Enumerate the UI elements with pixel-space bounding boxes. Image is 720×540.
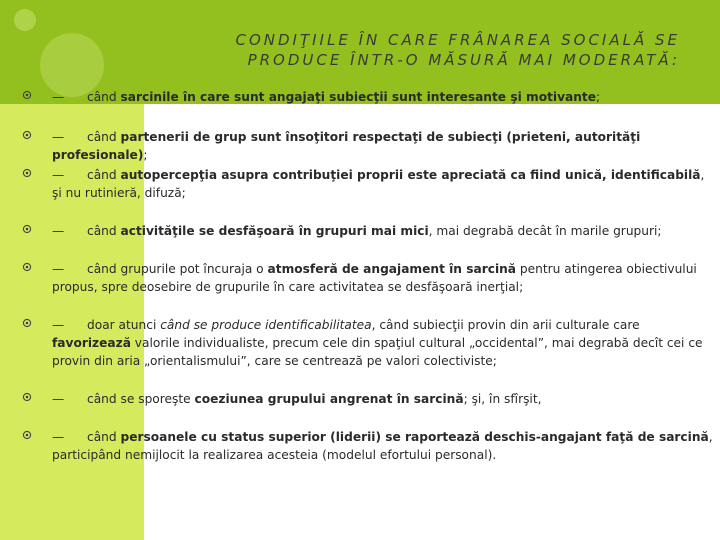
item-text-pre: când grupurile pot încuraja o xyxy=(87,262,268,276)
list-item xyxy=(0,316,720,370)
slide-title-line-2: PRODUCE ÎNTR-O MĂSURĂ MAI MODERATĂ: xyxy=(247,51,680,69)
item-text-pre: când xyxy=(87,90,121,104)
list-item xyxy=(0,222,720,240)
item-text-post: , mai degrabă decât în marile grupuri; xyxy=(428,224,662,238)
list-item xyxy=(0,128,720,164)
list-item xyxy=(0,260,720,296)
circle-bullet-icon xyxy=(22,168,32,178)
dash: — xyxy=(52,318,65,332)
circle-bullet-icon xyxy=(22,318,32,328)
item-text-bold: autopercepţia asupra contribuţiei proprii este apreciată ca fiind unică, identificabilă xyxy=(120,168,701,182)
dash: — xyxy=(52,130,65,144)
circle-bullet-icon xyxy=(22,430,32,440)
item-text-pre-bold: doar atunci xyxy=(87,318,161,332)
item-text-bold: atmosferă de angajament în sarcină xyxy=(267,262,517,276)
item-text-pre: când xyxy=(87,430,121,444)
slide-title-line-1: CONDIŢIILE ÎN CARE FRÂNAREA SOCIALĂ SE xyxy=(235,31,680,49)
item-text-bold: persoanele cu status superior (liderii) se raportează deschis-angajant faţă de sarcină xyxy=(120,430,709,444)
list-item xyxy=(0,428,720,464)
item-text-post: , şi nu rutinieră, difuză; xyxy=(52,168,705,200)
dash: — xyxy=(52,430,65,444)
item-text-italic: când se produce identificabilitatea xyxy=(160,318,372,332)
item-text-bold: favorizează xyxy=(52,336,131,350)
item-text-post: ; xyxy=(143,148,148,162)
item-text-post: ; xyxy=(596,90,601,104)
item-text-pre: când xyxy=(87,224,121,238)
circle-bullet-icon xyxy=(22,392,32,402)
circle-bullet-icon xyxy=(22,224,32,234)
dash: — xyxy=(52,90,65,104)
dash: — xyxy=(52,392,65,406)
item-text-post: ; şi, în sfîrşit, xyxy=(463,392,542,406)
slide-title xyxy=(150,30,680,70)
item-text-pre: când xyxy=(87,130,121,144)
dash: — xyxy=(52,224,65,238)
item-text-post: valorile individualiste, precum cele din spaţiul cultural „occidental”, mai degrabă decît cei ce provin din aria „orientalismului”, care se centrează pe valori colectiviste; xyxy=(52,336,703,368)
item-text-post: , participând nemijlocit la realizarea acesteia (modelul efortului personal). xyxy=(52,430,713,462)
circle-bullet-icon xyxy=(22,90,32,100)
item-text-pre: când xyxy=(87,168,121,182)
list-item xyxy=(0,390,720,408)
item-text-pre: când se sporeşte xyxy=(87,392,195,406)
item-text-bold: coeziunea grupului angrenat în sarcină xyxy=(194,392,464,406)
dash: — xyxy=(52,168,65,182)
item-text-bold: sarcinile în care sunt angajaţi subiecţii sunt interesante şi motivante xyxy=(120,90,597,104)
item-text-bold: activităţile se desfăşoară în grupuri mai mici xyxy=(120,224,429,238)
list-item xyxy=(0,88,720,106)
dash: — xyxy=(52,262,65,276)
decorative-circle-small xyxy=(14,9,36,31)
item-text-pre: , când subiecţii provin din arii culturale care xyxy=(371,318,640,332)
item-text-bold: partenerii de grup sunt însoţitori respectaţi de subiecţi (prieteni, autorităţi profesionale) xyxy=(52,130,641,162)
circle-bullet-icon xyxy=(22,262,32,272)
list-item xyxy=(0,166,720,202)
circle-bullet-icon xyxy=(22,130,32,140)
item-text-post: pentru atingerea obiectivului propus, spre deosebire de grupurile în care activitatea se desfăşoară inerţial; xyxy=(52,262,697,294)
